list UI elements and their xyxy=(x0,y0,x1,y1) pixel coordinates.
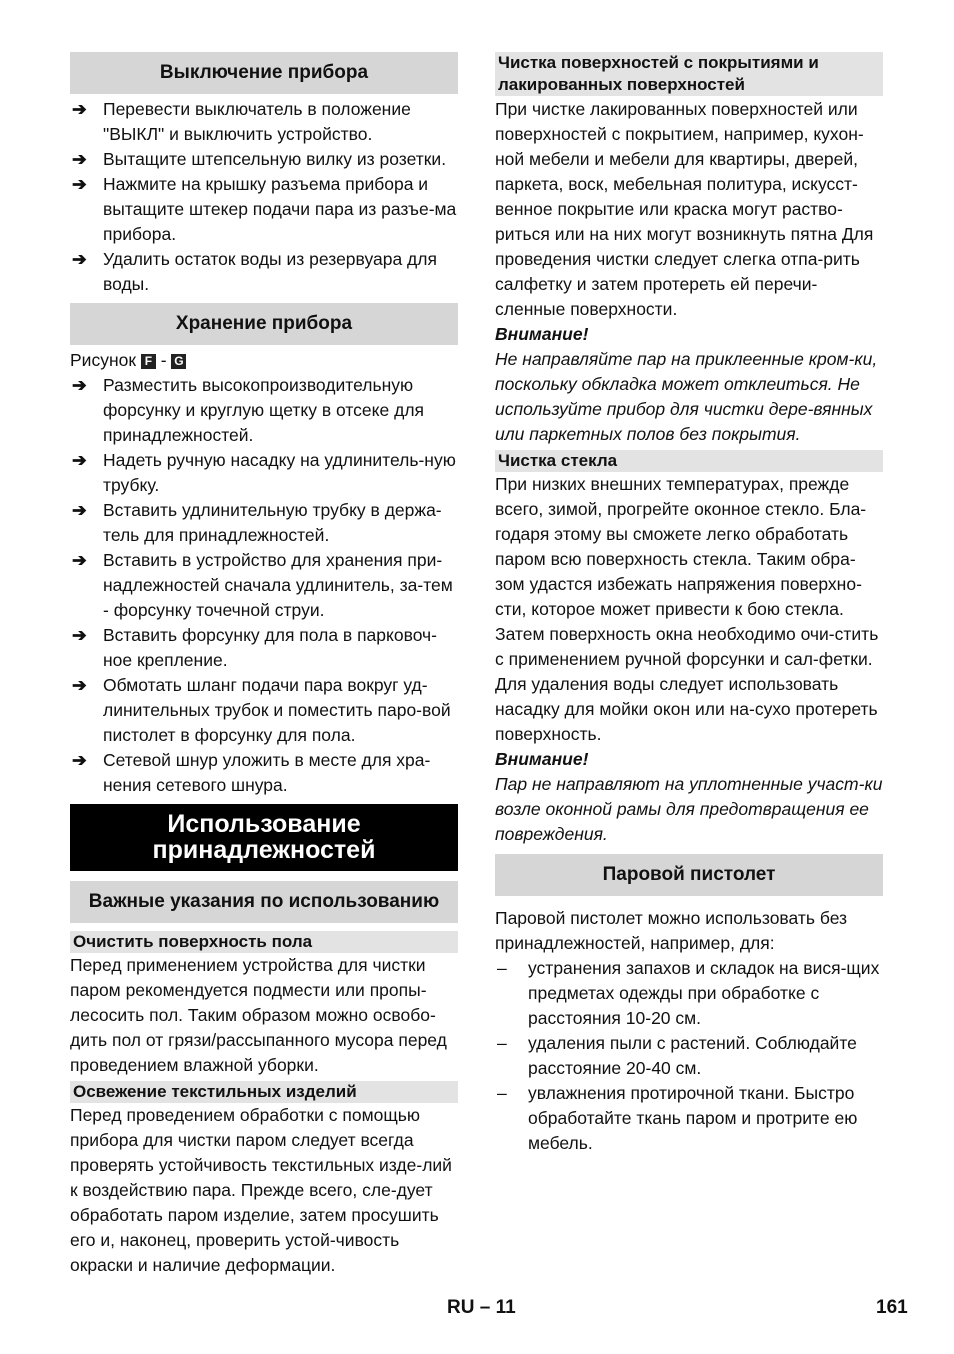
warning-title: Внимание! xyxy=(495,749,589,769)
list-item: – устранения запахов и складок на вися-щих предметах одежды при обработке с расстояния 10-20 см. xyxy=(497,958,880,1028)
figure-badge-f: F xyxy=(141,354,156,369)
list-item: ➔ Удалить остаток воды из резервуара для воды. xyxy=(72,249,437,294)
list-item: – удаления пыли с растений. Соблюдайте расстояние 20-40 см. xyxy=(497,1033,857,1078)
arrow-right-icon: ➔ xyxy=(72,500,87,520)
list-item: ➔ Нажмите на крышку разъема прибора и вытащите штекер подачи пара из разъе-ма прибора. xyxy=(72,174,457,244)
steam-gun-text: Паровой пистолет можно использовать без принадлежностей, например, для: xyxy=(495,908,848,953)
arrow-right-icon: ➔ xyxy=(72,174,87,194)
list-item: ➔ Обмотать шланг подачи пара вокруг уд-линительных трубок и поместить паро-вой пистолет в форсунку для пола. xyxy=(72,675,451,745)
heading-turn-off: Выключение прибора xyxy=(70,52,458,94)
footer-section: RU – 11 xyxy=(447,1297,516,1318)
list-item: ➔ Вытащите штепсельную вилку из розетки. xyxy=(70,147,458,172)
arrow-right-icon: ➔ xyxy=(72,550,87,570)
warning-title: Внимание! xyxy=(495,324,589,344)
right-column xyxy=(495,52,883,1156)
textiles-text: Перед проведением обработки с помощью прибора для чистки паром следует всегда проверять устойчивость текстильных изде-лий к воздействию пара. Прежде всего, сле-дует обработать паром изделие, затем просушить его и, наконец, проверить устой-чивость окраски и наличие деформации. xyxy=(70,1105,452,1275)
heading-steam-gun: Паровой пистолет xyxy=(495,854,883,896)
glass-cleaning-text: При низких внешних температурах, прежде всего, зимой, прогрейте оконное стекло. Бла-годаря этому вы сможете легко обработать паром всю поверхность стекла. Таким обра-зом удастся избежать напряжения поверхно-сти, которое может привести к бою стекла. Затем поверхность окна необходимо очи-стить с применением ручной форсунки и сал-фетки. Для удаления воды следует использовать насадку для мойки окон или на-сухо протереть поверхность. xyxy=(495,474,879,744)
figure-badge-g: G xyxy=(171,354,186,369)
dash-bullet-icon: – xyxy=(497,1083,507,1103)
dash-bullet-icon: – xyxy=(497,1033,507,1053)
arrow-right-icon: ➔ xyxy=(72,249,87,269)
heading-coated-surfaces: Чистка поверхностей с покрытиями и лакированных поверхностей xyxy=(495,52,883,96)
list-item: ➔ Вставить форсунку для пола в парковоч-ное крепление. xyxy=(72,625,438,670)
floor-cleaning-text: Перед применением устройства для чистки паром рекомендуется подмести или пропы-лесосить пол. Таким образом можно освобо-дить пол от грязи/рассыпанного мусора перед проведением влажной уборки. xyxy=(70,955,447,1075)
arrow-right-icon: ➔ xyxy=(72,675,87,695)
turn-off-steps xyxy=(70,97,458,297)
dash-bullet-icon: – xyxy=(497,958,507,978)
list-item: ➔ Перевести выключатель в положение "ВЫКЛ" и выключить устройство. xyxy=(72,99,411,144)
arrow-right-icon: ➔ xyxy=(72,99,87,119)
heading-important-notes: Важные указания по использованию xyxy=(70,881,458,923)
arrow-right-icon: ➔ xyxy=(72,149,87,169)
heading-storage: Хранение прибора xyxy=(70,303,458,345)
list-item: ➔ Сетевой шнур уложить в месте для хра-нения сетевого шнура. xyxy=(72,750,431,795)
list-item: ➔ Надеть ручную насадку на удлинитель-ную трубку. xyxy=(72,450,456,495)
warning-text: Не направляйте пар на приклеенные кром-ки, поскольку обкладка может отклеиться. Не используйте прибор для чистки дере-вянных или паркетных полов без покрытия. xyxy=(495,349,878,444)
arrow-right-icon: ➔ xyxy=(72,625,87,645)
heading-floor-cleaning: Очистить поверхность пола xyxy=(70,931,458,953)
list-item: ➔ Вставить удлинительную трубку в держа-тель для принадлежностей. xyxy=(72,500,442,545)
arrow-right-icon: ➔ xyxy=(72,450,87,470)
heading-textiles: Освежение текстильных изделий xyxy=(70,1081,458,1103)
storage-steps xyxy=(70,373,458,798)
coated-surfaces-text: При чистке лакированных поверхностей или поверхностей с покрытием, например, кухон-ной мебели и мебели для квартиры, дверей, паркета, воск, мебельная политура, искусст-венное покрытие или краска могут раство-риться или на них могут возникнуть пятна Для проведения чистки следует слегка отпа-рить салфетку и затем протереть ей перечи-сленные поверхности. xyxy=(495,99,874,319)
heading-glass-cleaning: Чистка стекла xyxy=(495,450,883,472)
steam-gun-uses xyxy=(495,956,883,1156)
arrow-right-icon: ➔ xyxy=(72,375,87,395)
list-item: – увлажнения протирочной ткани. Быстро обработайте ткань паром и протрите ею мебель. xyxy=(497,1083,858,1153)
list-item: ➔ Вставить в устройство для хранения при-надлежностей сначала удлинитель, за-тем - форсунку точечной струи. xyxy=(72,550,453,620)
left-column xyxy=(70,52,458,1278)
warning-text: Пар не направляют на уплотненные участ-ки возле оконной рамы для предотвращения ее повреждения. xyxy=(495,774,883,844)
list-item: ➔ Разместить высокопроизводительную форсунку и круглую щетку в отсеке для принадлежностей. xyxy=(72,375,425,445)
arrow-right-icon: ➔ xyxy=(72,750,87,770)
figure-reference: Рисунок F - G xyxy=(70,348,458,373)
chapter-title: Использование принадлежностей xyxy=(70,804,458,871)
page-number: 161 xyxy=(876,1297,908,1318)
